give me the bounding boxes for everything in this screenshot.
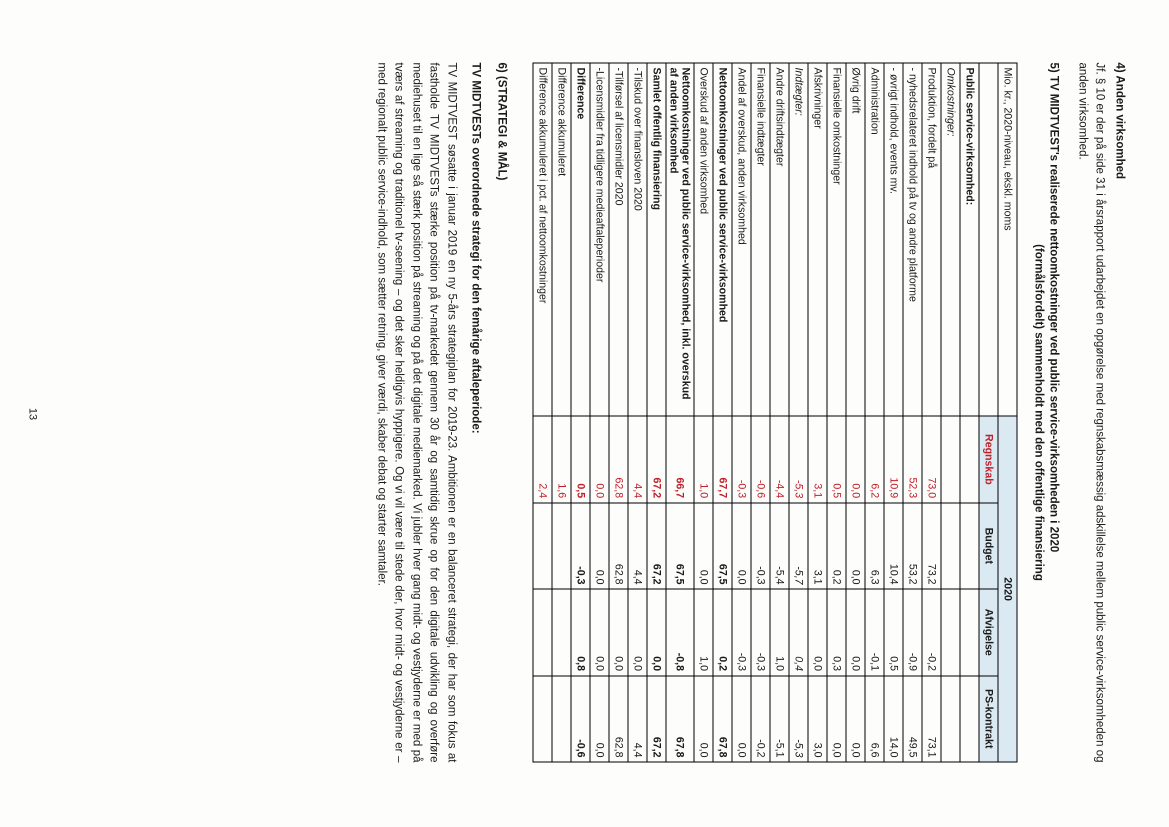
table-cell: 6,2 xyxy=(865,416,884,502)
table-cell: 1,0 xyxy=(694,589,713,675)
table-cell: 1,0 xyxy=(694,416,713,502)
table-cell: 0,0 xyxy=(846,675,865,762)
table-cell xyxy=(532,675,551,762)
table-cell: 0,5 xyxy=(827,416,846,502)
table-row-label: - øvrigt indhold, events mv. xyxy=(884,63,903,416)
table-row xyxy=(960,63,979,762)
table-row-label: Nettoomkostninger ved public service-virksomhed, inkl. overskud af anden virksomhed xyxy=(665,63,693,416)
table-col-regnskab: Regnskab xyxy=(979,416,998,502)
table-cell: 49,5 xyxy=(903,675,922,762)
table-cell: -5,1 xyxy=(770,675,789,762)
section4-body: Jf. § 10 er der på side 31 i årsrapport udarbejdet en opgørelse med regnskabsmæssig adskillelse mellem public service-virksomheden og anden virksomhed. xyxy=(1075,62,1106,762)
table-col-afvigelse: Afvigelse xyxy=(979,589,998,675)
section6-heading: 6) (STRATEGI & MÅL) xyxy=(495,62,507,180)
table-row xyxy=(608,63,627,762)
table-cell xyxy=(551,502,570,588)
section4-heading: 4) Anden virksomhed xyxy=(1113,62,1125,179)
table-cell: 0,0 xyxy=(589,416,608,502)
table-cell xyxy=(960,416,979,502)
table-cell: -0,6 xyxy=(570,675,589,762)
table-row xyxy=(770,63,789,762)
table-cell: 6,6 xyxy=(865,675,884,762)
financial-table-wrapper xyxy=(532,62,1017,762)
table-year-header: 2020 xyxy=(998,416,1017,762)
table-cell: 0,0 xyxy=(732,675,751,762)
table-col-budget: Budget xyxy=(979,502,998,588)
table-row-label: Afskrivninger xyxy=(808,63,827,416)
table-cell: 67,5 xyxy=(713,502,732,588)
table-cell: 0,8 xyxy=(570,589,589,675)
table-cell: 0,3 xyxy=(827,589,846,675)
table-cell: 0,0 xyxy=(694,502,713,588)
section-strategi-maal xyxy=(371,62,509,762)
table-row xyxy=(865,63,884,762)
table-cell: 4,4 xyxy=(627,502,646,588)
table-cell: 0,0 xyxy=(646,589,665,675)
table-row xyxy=(808,63,827,762)
table-cell: 0,0 xyxy=(589,589,608,675)
table-cell: -0,6 xyxy=(751,416,770,502)
table-cell: 0,2 xyxy=(713,589,732,675)
table-cell: 0,0 xyxy=(732,502,751,588)
table-row xyxy=(694,63,713,762)
table-cell: 2,4 xyxy=(532,416,551,502)
table-cell: 67,2 xyxy=(646,675,665,762)
section5-subheading: (formålsfordelt) sammenholdt med den offentlige finansiering xyxy=(1032,243,1045,581)
table-cell: 67,2 xyxy=(646,502,665,588)
table-row xyxy=(570,63,589,762)
table-cell xyxy=(960,589,979,675)
table-row-label: Omkostninger: xyxy=(941,63,960,416)
table-row xyxy=(846,63,865,762)
page-number: 13 xyxy=(26,407,38,420)
table-cell: -0,3 xyxy=(732,416,751,502)
table-cell: -4,4 xyxy=(770,416,789,502)
table-row xyxy=(789,63,808,762)
table-header-year-row xyxy=(998,63,1017,762)
table-cell: 53,2 xyxy=(903,502,922,588)
table-row-label: Indtægter: xyxy=(789,63,808,416)
table-cell: 0,0 xyxy=(827,675,846,762)
table-row-label: Public service-virksomhed: xyxy=(960,63,979,416)
table-cell: 0,0 xyxy=(694,675,713,762)
table-cell: 4,4 xyxy=(627,416,646,502)
table-cell xyxy=(941,416,960,502)
table-cell: -0,3 xyxy=(570,502,589,588)
table-header-columns-row xyxy=(979,63,998,762)
section6-body: TV MIDTVEST søsatte i januar 2019 en ny 5-års strategiplan for 2019-23. Ambitionen er en balanceret strategi, der har som fokus at fastholde TV MIDTVESTs stærke position på tv-markedet gennem 30 år og samtidig skrue op for den digitale udvikling og overføre mediehuset til en lige så stærk position på streaming og på det digitale mediemarked. Vi jubler hver gang midt- og vestjyderne er med på tværs af streaming og traditionel tv-seening – og det sker heldigvis hyppigere. Og vi vil være til stede der, hvor midt- og vestjyderne er – med regionalt public service-indhold, som sætter retning, giver værdi, skaber debat og starter samtaler. xyxy=(374,62,457,762)
table-row-label: - nyhedsrelateret indhold på tv og andre platforme xyxy=(903,63,922,416)
table-row-label: Difference akkumuleret xyxy=(551,63,570,416)
table-cell: -0,1 xyxy=(865,589,884,675)
table-row xyxy=(827,63,846,762)
table-row-label: Finansielle indtægter xyxy=(751,63,770,416)
table-cell xyxy=(532,502,551,588)
table-cell: 0,5 xyxy=(884,589,903,675)
table-cell: 1,6 xyxy=(551,416,570,502)
section-netto-omkostninger-heading xyxy=(1032,62,1061,762)
table-cell: 0,0 xyxy=(846,416,865,502)
table-row xyxy=(713,63,732,762)
table-cell: 67,8 xyxy=(665,675,693,762)
table-cell: -0,3 xyxy=(751,589,770,675)
table-row-label: Difference xyxy=(570,63,589,416)
table-cell xyxy=(551,675,570,762)
section5-heading: 5) TV MIDTVEST's realiserede nettoomkostninger ved public service-virksomheden i 2020 xyxy=(1047,62,1059,552)
table-cell: 73,1 xyxy=(922,675,941,762)
table-cell: -0,3 xyxy=(751,502,770,588)
table-row-label: -Licensmidler fra tidligere medieaftaleperioder xyxy=(589,63,608,416)
table-row xyxy=(922,63,941,762)
table-col-pskontrakt: PS-kontrakt xyxy=(979,675,998,762)
table-unit-label: Mio. kr., 2020-niveau, ekskl. moms xyxy=(998,63,1017,416)
table-cell: 3,1 xyxy=(808,416,827,502)
table-cell: 4,4 xyxy=(627,675,646,762)
table-row xyxy=(732,63,751,762)
table-cell: 73,0 xyxy=(922,416,941,502)
table-cell: 0,0 xyxy=(627,589,646,675)
table-cell: 52,3 xyxy=(903,416,922,502)
table-row xyxy=(751,63,770,762)
table-cell: 10,4 xyxy=(884,502,903,588)
section-anden-virksomhed xyxy=(1072,62,1127,762)
table-cell xyxy=(960,502,979,588)
table-cell: 3,1 xyxy=(808,502,827,588)
table-cell: 62,8 xyxy=(608,675,627,762)
financial-table xyxy=(532,62,1017,762)
table-cell: 0,0 xyxy=(808,589,827,675)
table-row xyxy=(941,63,960,762)
table-cell: 0,0 xyxy=(846,589,865,675)
table-row-label: Andre driftsindtægter xyxy=(770,63,789,416)
table-row-label: Overskud af anden virksomhed xyxy=(694,63,713,416)
table-cell: 0,5 xyxy=(570,416,589,502)
table-cell: -0,3 xyxy=(732,589,751,675)
table-row xyxy=(884,63,903,762)
table-cell xyxy=(960,675,979,762)
table-row-label: -Tilførsel af licensmidler 2020 xyxy=(608,63,627,416)
table-row-label: Finansielle omkostninger xyxy=(827,63,846,416)
table-body xyxy=(532,63,978,762)
table-cell xyxy=(941,675,960,762)
table-cell: 66,7 xyxy=(665,416,693,502)
table-row xyxy=(627,63,646,762)
table-cell xyxy=(551,589,570,675)
table-row-label: Samlet offentlig finansiering xyxy=(646,63,665,416)
table-cell: 0,0 xyxy=(608,589,627,675)
table-cell: 0,0 xyxy=(589,675,608,762)
table-cell: 0,0 xyxy=(846,502,865,588)
table-row xyxy=(589,63,608,762)
section6-subheading: TV MIDTVESTs overordnede strategi for den femårige aftaleperiode: xyxy=(469,62,482,434)
table-cell: 62,8 xyxy=(608,502,627,588)
table-cell: -0,2 xyxy=(922,589,941,675)
table-cell: -0,9 xyxy=(903,589,922,675)
table-row-label: Produktion, fordelt på xyxy=(922,63,941,416)
table-cell: -5,4 xyxy=(770,502,789,588)
table-cell: 67,5 xyxy=(665,502,693,588)
table-cell: -5,7 xyxy=(789,502,808,588)
table-row-label: Administration xyxy=(865,63,884,416)
table-row xyxy=(903,63,922,762)
table-cell: 0,4 xyxy=(789,589,808,675)
table-cell: 3,0 xyxy=(808,675,827,762)
table-cell xyxy=(941,502,960,588)
table-cell: 0,2 xyxy=(827,502,846,588)
table-header-blank xyxy=(979,63,998,416)
table-cell: -0,2 xyxy=(751,675,770,762)
table-cell: 0,0 xyxy=(589,502,608,588)
table-cell: 67,7 xyxy=(713,416,732,502)
table-cell: 67,8 xyxy=(713,675,732,762)
table-row-label: Andel af overskud, anden virksomhed xyxy=(732,63,751,416)
table-cell xyxy=(532,589,551,675)
table-row-label: Øvrig drift xyxy=(846,63,865,416)
table-cell: -5,3 xyxy=(789,416,808,502)
table-row-label: Difference akkumuleret i pct. af nettoomkostninger xyxy=(532,63,551,416)
table-cell: 73,2 xyxy=(922,502,941,588)
table-row xyxy=(532,63,551,762)
table-cell: 62,8 xyxy=(608,416,627,502)
table-row-label: Nettoomkostninger ved public service-virksomhed xyxy=(713,63,732,416)
table-cell xyxy=(941,589,960,675)
table-cell: 14,0 xyxy=(884,675,903,762)
table-cell: 10,9 xyxy=(884,416,903,502)
table-row xyxy=(665,63,693,762)
table-cell: 67,2 xyxy=(646,416,665,502)
table-row-label: -Tilskud over finansloven 2020 xyxy=(627,63,646,416)
table-cell: -0,8 xyxy=(665,589,693,675)
table-cell: 6,3 xyxy=(865,502,884,588)
table-row xyxy=(551,63,570,762)
table-cell: -5,3 xyxy=(789,675,808,762)
table-cell: 1,0 xyxy=(770,589,789,675)
table-row xyxy=(646,63,665,762)
